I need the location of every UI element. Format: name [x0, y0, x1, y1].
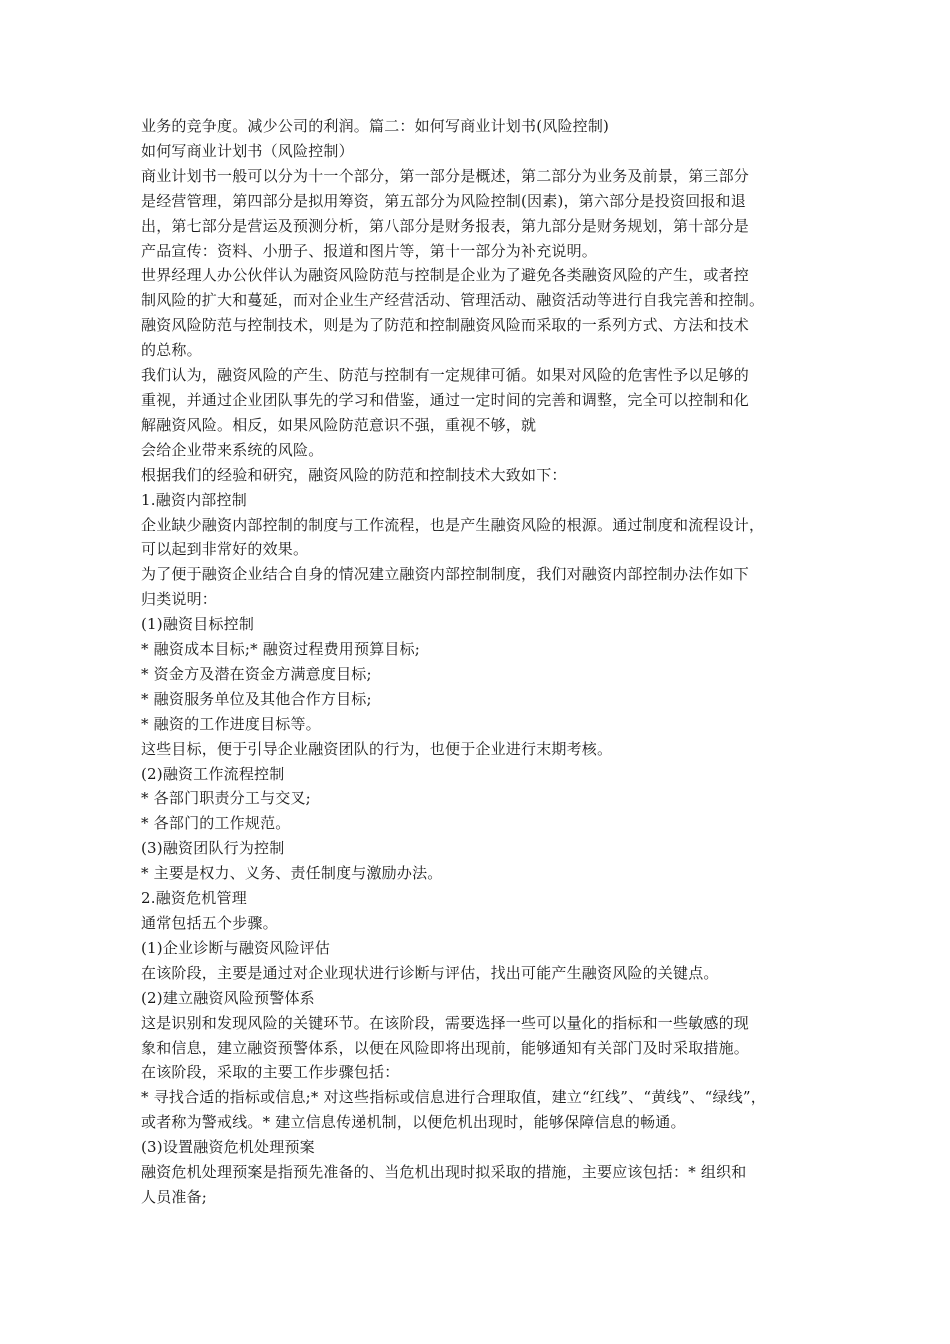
text-line: 这些目标，便于引导企业融资团队的行为，也便于企业进行末期考核。: [141, 739, 613, 758]
text-line: 会给企业带来系统的风险。: [141, 440, 324, 459]
bullet-item: * 融资的工作进度目标等。: [141, 714, 321, 733]
text-line: 制风险的扩大和蔓延，而对企业生产经营活动、管理活动、融资活动等进行自我完善和控制。: [141, 291, 765, 310]
text-line: 归类说明：: [141, 590, 218, 609]
bullet-item: * 各部门职责分工与交叉;: [141, 789, 311, 808]
section-heading: 1.融资内部控制: [141, 490, 247, 509]
text-line: 根据我们的经验和研究，融资风险的防范和控制技术大致如下：: [141, 465, 567, 484]
text-line: 出，第七部分是营运及预测分析，第八部分是财务报表，第九部分是财务规划，第十部分是: [141, 216, 750, 235]
text-line: 世界经理人办公伙伴认为融资风险防范与控制是企业为了避免各类融资风险的产生，或者控: [141, 266, 750, 285]
subsection-heading: (1)企业诊断与融资风险评估: [141, 938, 331, 957]
text-line: 解融资风险。相反，如果风险防范意识不强，重视不够，就: [141, 415, 537, 434]
text-line: 可以起到非常好的效果。: [141, 540, 309, 559]
bullet-item: * 资金方及潜在资金方满意度目标;: [141, 664, 372, 683]
text-line: 人员准备;: [141, 1187, 208, 1206]
text-line: 通常包括五个步骤。: [141, 914, 278, 932]
subsection-heading: (3)设置融资危机处理预案: [141, 1138, 315, 1157]
text-line: 的总称。: [141, 341, 202, 360]
bullet-item: * 各部门的工作规范。: [141, 814, 291, 833]
bullet-item: * 寻找合适的指标或信息;* 对这些指标或信息进行合理取值，建立“红线”、“黄线”、“绿线”，: [141, 1088, 767, 1107]
bullet-item: * 主要是权力、义务、责任制度与激励办法。: [141, 864, 443, 883]
text-line: 产品宣传：资料、小册子、报道和图片等，第十一部分为补充说明。: [141, 241, 598, 260]
subsection-heading: (2)建立融资风险预警体系: [141, 988, 315, 1007]
bullet-item: * 融资成本目标;* 融资过程费用预算目标;: [141, 640, 421, 659]
text-line: 商业计划书一般可以分为十一个部分，第一部分是概述，第二部分为业务及前景，第三部分: [141, 166, 750, 185]
text-line: 我们认为，融资风险的产生、防范与控制有一定规律可循。如果对风险的危害性予以足够的: [141, 366, 750, 385]
text-line: 融资风险防范与控制技术，则是为了防范和控制融资风险而采取的一系列方式、方法和技术: [141, 316, 750, 335]
section-heading: 2.融资危机管理: [141, 889, 247, 908]
text-line: 重视，并通过企业团队事先的学习和借鉴，通过一定时间的完善和调整，完全可以控制和化: [141, 390, 750, 409]
text-line: 业务的竞争度。减少公司的利润。篇二：如何写商业计划书(风险控制): [141, 117, 610, 135]
document-body: [141, 114, 817, 1210]
bullet-item: * 融资服务单位及其他合作方目标;: [141, 689, 372, 708]
subsection-heading: (3)融资团队行为控制: [141, 839, 285, 858]
text-line: 融资危机处理预案是指预先准备的、当危机出现时拟采取的措施，主要应该包括：* 组织和: [141, 1163, 747, 1182]
subsection-heading: (2)融资工作流程控制: [141, 764, 285, 783]
text-line: 在该阶段，主要是通过对企业现状进行诊断与评估，找出可能产生融资风险的关键点。: [141, 963, 719, 982]
text-line: 象和信息，建立融资预警体系，以便在风险即将出现前，能够通知有关部门及时采取措施。: [141, 1038, 750, 1057]
subsection-heading: (1)融资目标控制: [141, 615, 255, 634]
text-line: 在该阶段，采取的主要工作步骤包括：: [141, 1063, 400, 1082]
text-line: 如何写商业计划书（风险控制）: [141, 141, 354, 160]
text-line: 或者称为警戒线。* 建立信息传递机制，以便危机出现时，能够保障信息的畅通。: [141, 1113, 686, 1132]
text-line: 是经营管理，第四部分是拟用筹资，第五部分为风险控制(因素)，第六部分是投资回报和退: [141, 191, 746, 210]
text-line: 这是识别和发现风险的关键环节。在该阶段，需要选择一些可以量化的指标和一些敏感的现: [141, 1013, 750, 1032]
text-line: 企业缺少融资内部控制的制度与工作流程，也是产生融资风险的根源。通过制度和流程设计，: [141, 515, 765, 534]
text-line: 为了便于融资企业结合自身的情况建立融资内部控制制度，我们对融资内部控制办法作如下: [141, 565, 750, 584]
